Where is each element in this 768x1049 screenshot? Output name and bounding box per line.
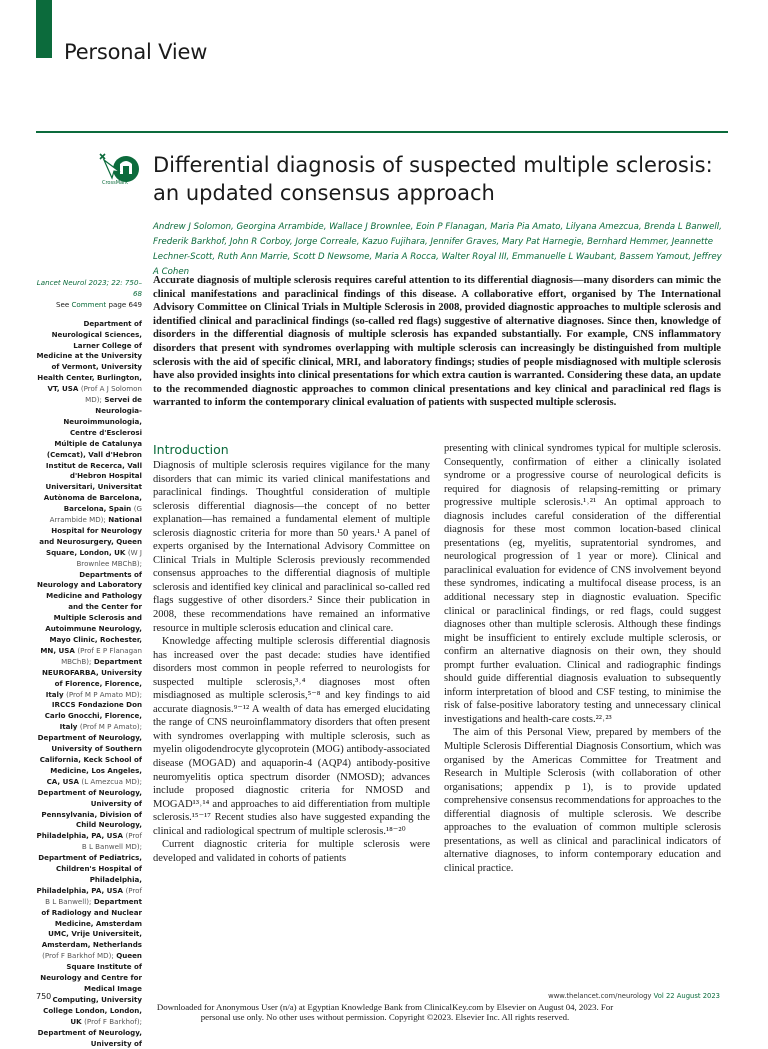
article-title: Differential diagnosis of suspected multiple sclerosis: an updated consensus approach <box>153 153 713 205</box>
page-number: 750 <box>36 992 52 1001</box>
affiliation-author-note: (Prof F Barkhof); <box>84 1016 142 1026</box>
sidebar <box>36 278 142 1049</box>
affiliation <box>38 1028 142 1048</box>
journal-site-link[interactable]: www.thelancet.com/neurology <box>548 992 652 1000</box>
affiliation-text: Department of Pediatrics, Children's Hospital of Philadelphia, Philadelphia, PA, USA <box>36 853 142 895</box>
affiliation <box>40 951 142 1025</box>
affiliation-author-note: (Prof B L Banwell MD); <box>81 831 142 852</box>
affiliation-author-note: (Prof B L Banwell); <box>45 885 142 906</box>
affiliation-author-note: (L Amezcua MD); <box>81 776 142 786</box>
affiliation-text: Servei de Neurologia-Neuroimmunologia, Centre d'Esclerosi Múltiple de Catalunya (Cemcat), Vall d'Hebron Institut de Recerca, Vall d'Hebron Hospital Universitari, Universitat Autònoma de Barcelona, Barcelona, Spain <box>43 395 142 514</box>
affiliation <box>44 395 142 524</box>
affiliation-author-note: (W J Brownlee MBChB); <box>76 547 142 568</box>
header-rule <box>36 131 728 133</box>
affiliation-text: Queen Square Institute of Neurology and Centre for Medical Image Computing, University College London, London, UK <box>40 951 142 1026</box>
affiliation-author-note: (Prof M P Amato MD); <box>66 689 142 699</box>
comment-link[interactable]: Comment <box>71 299 107 309</box>
affiliation <box>38 733 142 786</box>
crossmark-label: CrossMark <box>102 180 129 186</box>
affiliation-text: Departments of Neurology and Laboratory Medicine and Pathology and the Center for Multiple Sclerosis and Autoimmune Neurology, Mayo Clinic, Rochester, MN, USA <box>37 569 142 655</box>
affiliation <box>37 570 142 666</box>
abstract: Accurate diagnosis of multiple sclerosis requires careful attention to its differential diagnosis—many disorders can mimic the clinical manifestations and paraclinical findings of this disease. A collaborative effort, organised by The International Advisory Committee on Clinical Trials in Multiple Sclerosis in 2008, provided diagnostic approaches to multiple sclerosis and identified clinical and paraclinical findings (so-called red flags) suggestive of alternative diagnoses. Since then, knowledge of disorders in the differential diagnosis of multiple sclerosis has expanded substantially. For example, CNS inflammatory disorders that present with syndromes overlapping with multiple sclerosis can increasingly be distinguished from multiple sclerosis with the aid of specific clinical, MRI, and laboratory findings; studies of people misdiagnosed with multiple sclerosis have also provided insights into clinical presentations for which extra caution is warranted. Considering these data, an update to the recommended diagnostic approaches to common clinical presentations and key clinical and paraclinical red flags is warranted to inform the contemporary clinical evaluation of patients with suspected multiple sclerosis. <box>153 275 721 409</box>
section-color-bar <box>36 0 52 58</box>
paragraph: The aim of this Personal View, prepared by members of the Multiple Sclerosis Differential Diagnosis Consortium, which was organised by the Americas Committee for Treatment and Research in Multiple Sclerosis (with collaboration of other organisations; appendix p 1), is to provide updated comprehensive consensus recommendations for approaches to the differential diagnosis of multiple sclerosis. We describe approaches to the evaluation of common multiple sclerosis presentations, as well as clinical and paraclinical indicators of alternative diagnoses, to inform contemporary education and clinical practice. <box>444 727 721 874</box>
affiliation <box>45 700 142 731</box>
citation: Lancet Neurol 2023; 22: 750–68 <box>36 278 142 298</box>
body-column-left <box>153 442 430 865</box>
affiliation-text: Department of Neurological Sciences, Larner College of Medicine at the University of Vermont, University Health Center, Burlington, VT, USA <box>36 318 142 394</box>
affiliation <box>36 319 142 404</box>
author-list: Andrew J Solomon, Georgina Arrambide, Wallace J Brownlee, Eoin P Flanagan, Maria Pia Amato, Lilyana Amezcua, Brenda L Banwell, Frederik Barkhof, John R Corboy, Jorge Correale, Kazuo Fujihara, Jennifer Graves, Mary Pat Harnegie, Bernhard Hemmer, Jeannette Lechner-Scott, Ruth Ann Marrie, Scott D Newsome, Maria A Rocca, Walter Royal III, Emmanuelle L Waubant, Bassem Yamout, Jeffrey A Cohen <box>153 222 722 277</box>
paragraph: presenting with clinical syndromes typical for multiple sclerosis. Consequently, confirmation of either a clinically isolated syndrome or a progressive course of neurological deficits is required for diagnosis of relapsing-remitting or primary progressive multiple sclerosis.¹˒²¹ An optimal approach to diagnosis includes careful consideration of the differential diagnosis for these most common location-based clinical presentations (eg, myelitis, supratentorial syndromes, and neurological progression of 1 year or more). Clinical and paraclinical evaluation for evidence of CNS involvement beyond these syndromes, indicating a multifocal disease process, is an additional necessary step in diagnostic evaluation. Specific clinical or paraclinical findings, or red flags, could suggest diagnoses other than multiple sclerosis. Although these findings might be insufficient to entirely exclude multiple sclerosis, or confirm an alternative diagnosis on their own, they should prompt further evaluation. Clinical and radiographic findings should guide differential diagnosis evaluation to subsequently inform interpretation of blood and CSF testing, to minimise the risk of false-positive laboratory testing and unnecessary clinical investigations and health-care costs.²²˒²³ <box>444 443 721 725</box>
section-heading: Personal View <box>64 40 208 64</box>
download-notice: Downloaded for Anonymous User (n/a) at Egyptian Knowledge Bank from ClinicalKey.com by Elsevier on August 04, 2023. For personal use only. No other uses without permission. Copyright ©2023. Elsevier Inc. All rights reserved. <box>156 1002 614 1022</box>
paragraph: Knowledge affecting multiple sclerosis differential diagnosis has increased over the past decade: studies have identified disorders most common in people referred to neurologists for suspected multiple sclerosis,³˒⁴ diagnoses most often misdiagnosed as multiple sclerosis,⁵⁻⁸ and key findings to aid accurate diagnosis.⁹⁻¹² A wealth of data has emerged elucidating the range of CNS neuroinflammatory disorders that often present with syndromes overlapping with multiple sclerosis, such as myelin oligodendrocyte glycoprotein (MOG) antibody-associated disease (MOGAD) and aquaporin-4 (AQP4) antibody-positive neuromyelitis optica spectrum disorder (NMOSD); advances include proposed diagnostic criteria for NMOSD and MOGAD¹³˒¹⁴ and approaches to aid differentiation from multiple sclerosis.¹⁵⁻¹⁷ Recent studies also have suggested expanding the clinical and radiological spectrum of multiple sclerosis.¹⁸⁻²⁰ <box>153 636 430 837</box>
affiliation <box>37 788 142 852</box>
affiliation-author-note: (Prof M P Amato); <box>79 722 142 732</box>
affiliation-text: IRCCS Fondazione Don Carlo Gnocchi, Florence, Italy <box>44 700 142 732</box>
journal-footer: www.thelancet.com/neurology Vol 22 August 2023 <box>548 992 720 1000</box>
section-heading-introduction: Introduction <box>153 442 229 457</box>
paragraph: Current diagnostic criteria for multiple sclerosis were developed and validated in cohorts of patients <box>153 839 430 864</box>
affiliations <box>36 319 142 1049</box>
affiliation-author-note: (Prof E P Flanagan MBChB); <box>61 645 142 666</box>
body-column-right <box>444 442 721 876</box>
affiliation-author-note: (G Arrambide MD); <box>49 504 142 525</box>
see-comment: See Comment page 649 <box>55 299 142 309</box>
affiliation-author-note: (Prof F Barkhof MD); <box>42 951 114 961</box>
affiliation-text: Department NEUROFARBA, University of Florence, Florence, Italy <box>41 656 142 699</box>
affiliation-author-note: (Prof A J Solomon MD); <box>80 384 142 405</box>
affiliation-text: National Hospital for Neurology and Neurosurgery, Queen Square, London, UK <box>39 515 142 557</box>
affiliation-text: Department of Neurology, University of Pennsylvania, Division of Child Neurology, Philadelphia, PA, USA <box>36 787 142 841</box>
affiliation-text: Department of Radiology and Nuclear Medicine, Amsterdam UMC, Vrije Universiteit, Amsterdam, Netherlands <box>41 896 142 950</box>
affiliation-text: Department of Neurology, University of Southern California, Keck School of Medicine, Los Angeles, CA, USA <box>37 733 142 786</box>
paragraph: Diagnosis of multiple sclerosis requires vigilance for the many disorders that can mimic its varied clinical manifestations and paraclinical findings. Thoughtful consideration of multiple sclerosis differential diagnosis—the concept of no better explanation—has remained a fundamental element of multiple sclerosis diagnostic criteria for more than 50 years.¹ A panel of experts organised by the International Advisory Committee on Clinical Trials in Multiple Sclerosis previously recommended consensus approaches to the differential diagnosis of multiple sclerosis and identified key clinical and paraclinical so-called red flags suggestive of other disorders.² Since their publication in 2008, these recommendations have remained an informative resource in multiple sclerosis education and clinical care. <box>153 460 430 634</box>
affiliation-text: Department of Neurology, University of <box>37 1027 142 1048</box>
